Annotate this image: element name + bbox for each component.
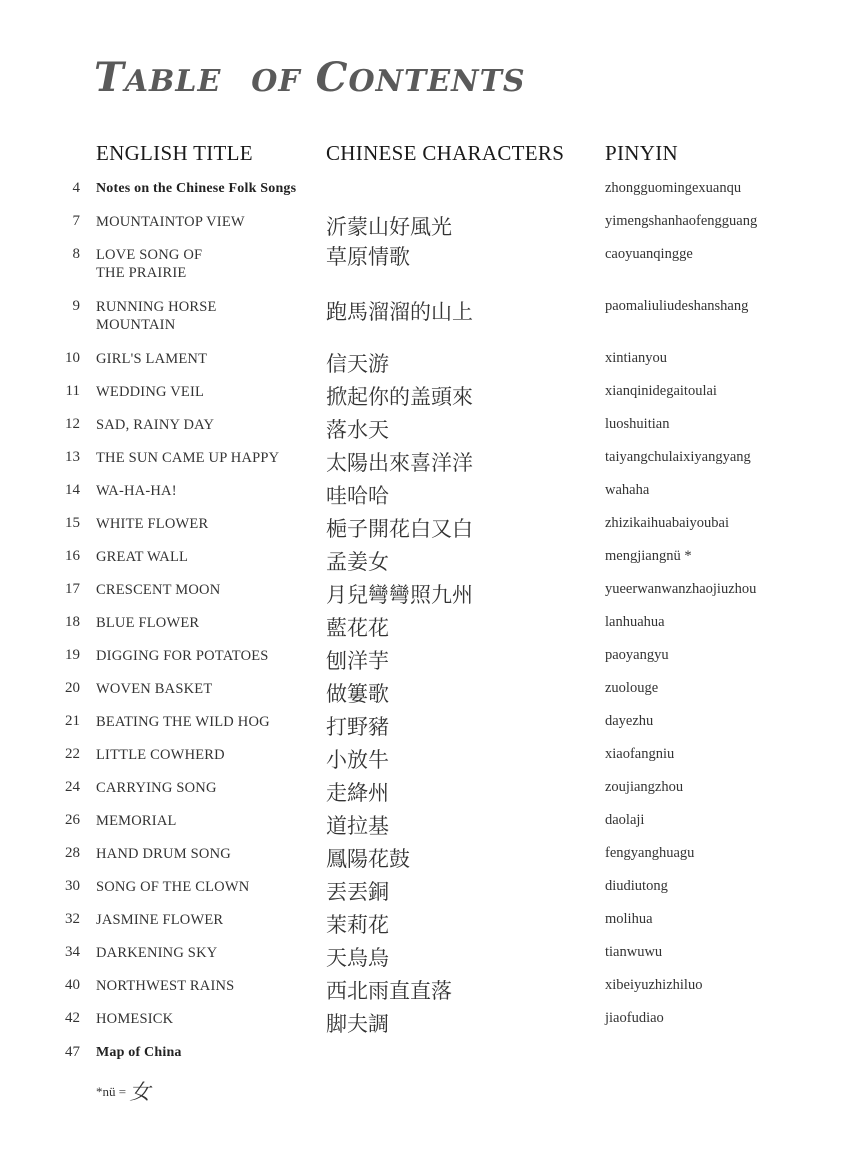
pinyin-title: mengjiangnü * (605, 548, 692, 564)
english-title: LOVE SONG OF (96, 247, 203, 263)
chinese-title: 跑馬溜溜的山上 (326, 300, 473, 324)
page-number: 14 (65, 482, 80, 498)
english-title: WA-HA-HA! (96, 483, 177, 499)
chinese-title: 草原情歌 (326, 245, 410, 269)
page-number: 17 (65, 581, 80, 597)
english-title: Notes on the Chinese Folk Songs (96, 181, 297, 196)
english-title: MOUNTAINTOP VIEW (96, 214, 245, 230)
footnote-text: *nü = (96, 1084, 130, 1099)
page-number: 15 (65, 515, 80, 531)
chinese-title: 藍花花 (326, 616, 389, 640)
english-title: BLUE FLOWER (96, 615, 200, 631)
pinyin-title: zhongguomingexuanqu (605, 180, 742, 196)
page-number: 16 (65, 548, 80, 564)
english-title: CARRYING SONG (96, 780, 217, 796)
chinese-title: 丟丟銅 (326, 880, 389, 904)
page-number: 18 (65, 614, 80, 630)
pinyin-title: xintianyou (605, 350, 668, 366)
page-number: 26 (65, 812, 80, 828)
chinese-title: 走絳州 (326, 781, 389, 805)
chinese-title: 道拉基 (326, 814, 389, 838)
english-title: GREAT WALL (96, 549, 189, 565)
pinyin-title: paoyangyu (605, 647, 669, 663)
page-number: 32 (65, 911, 80, 927)
page-number: 11 (65, 383, 80, 399)
english-title: WEDDING VEIL (96, 384, 205, 400)
chinese-title: 太陽出來喜洋洋 (326, 451, 473, 475)
page-number: 47 (65, 1044, 80, 1060)
page-number: 22 (65, 746, 80, 762)
pinyin-title: xianqinidegaitoulai (605, 383, 717, 399)
footnote (96, 1076, 150, 1106)
chinese-title: 茉莉花 (326, 913, 389, 937)
page-number: 20 (65, 680, 80, 696)
pinyin-title: paomaliuliudeshanshang (605, 298, 749, 314)
english-title: GIRL'S LAMENT (96, 351, 208, 367)
page-number: 24 (65, 779, 80, 795)
page-title (94, 54, 526, 101)
page-number: 8 (72, 246, 80, 262)
page-number: 19 (65, 647, 80, 663)
title-letter: T (94, 54, 125, 101)
page-number: 9 (72, 298, 80, 314)
page-number: 10 (65, 350, 80, 366)
pinyin-title: zhizikaihuabaiyoubai (605, 515, 730, 531)
english-title: LITTLE COWHERD (96, 747, 225, 763)
pinyin-title: taiyangchulaixiyangyang (605, 449, 751, 465)
pinyin-title: tianwuwu (605, 944, 663, 960)
chinese-title: 刨洋芋 (326, 649, 389, 673)
title-letter: C (315, 54, 349, 101)
page-number: 21 (65, 713, 80, 729)
chinese-title: 打野豬 (326, 715, 389, 739)
chinese-title: 梔子開花白又白 (326, 517, 473, 541)
pinyin-title: xiaofangniu (605, 746, 675, 762)
pinyin-title: dayezhu (605, 713, 654, 729)
pinyin-title: jiaofudiao (605, 1010, 664, 1026)
page-number: 28 (65, 845, 80, 861)
pinyin-title: lanhuahua (605, 614, 665, 630)
header-english-title: ENGLISH TITLE (96, 141, 253, 165)
page-number: 13 (65, 449, 80, 465)
english-title: THE SUN CAME UP HAPPY (96, 450, 280, 466)
title-word-of: OF (251, 64, 301, 99)
chinese-title: 天烏烏 (326, 946, 389, 970)
page-number: 42 (65, 1010, 80, 1026)
pinyin-title: yimengshanhaofengguang (605, 213, 758, 229)
footnote-character: 女 (129, 1080, 151, 1104)
chinese-title: 沂蒙山好風光 (326, 215, 452, 239)
page-number: 34 (65, 944, 80, 960)
english-title-line2: MOUNTAIN (96, 317, 176, 333)
page-number: 4 (72, 180, 80, 196)
chinese-title: 做簍歌 (326, 682, 389, 706)
pinyin-title: luoshuitian (605, 416, 670, 432)
header-chinese-characters: CHINESE CHARACTERS (326, 141, 565, 165)
page-number: 12 (65, 416, 80, 432)
chinese-title: 落水天 (326, 418, 389, 442)
pinyin-title: diudiutong (605, 878, 668, 894)
chinese-title: 掀起你的盖頭來 (326, 385, 473, 409)
pinyin-title: xibeiyuzhizhiluo (605, 977, 703, 993)
chinese-title: 哇哈哈 (326, 484, 389, 508)
pinyin-title: wahaha (605, 482, 650, 498)
pinyin-title: zuolouge (605, 680, 659, 696)
english-title: MEMORIAL (96, 813, 177, 829)
english-title: SONG OF THE CLOWN (96, 879, 250, 895)
english-title: SAD, RAINY DAY (96, 417, 215, 433)
english-title: BEATING THE WILD HOG (96, 714, 270, 730)
english-title: JASMINE FLOWER (96, 912, 224, 928)
english-title: CRESCENT MOON (96, 582, 221, 598)
english-title: DARKENING SKY (96, 945, 218, 961)
title-word-table: ABLE (124, 64, 222, 99)
pinyin-title: molihua (605, 911, 653, 927)
page-number: 7 (72, 213, 80, 229)
chinese-title: 鳳陽花鼓 (326, 847, 410, 871)
english-title: WOVEN BASKET (96, 681, 213, 697)
page-number: 40 (65, 977, 80, 993)
english-title: RUNNING HORSE (96, 299, 217, 315)
english-title: WHITE FLOWER (96, 516, 209, 532)
chinese-title: 西北雨直直落 (326, 979, 452, 1003)
chinese-title: 月兒彎彎照九州 (326, 583, 473, 607)
title-word-contents: ONTENTS (348, 64, 526, 99)
pinyin-title: caoyuanqingge (605, 246, 693, 262)
page-number: 30 (65, 878, 80, 894)
chinese-title: 孟姜女 (326, 550, 389, 574)
english-title: HOMESICK (96, 1011, 174, 1027)
pinyin-title: yueerwanwanzhaojiuzhou (605, 581, 757, 597)
pinyin-title: fengyanghuagu (605, 845, 695, 861)
chinese-title: 小放牛 (326, 748, 389, 772)
english-title: Map of China (96, 1045, 182, 1060)
english-title: NORTHWEST RAINS (96, 978, 235, 994)
pinyin-title: zoujiangzhou (605, 779, 684, 795)
header-pinyin: PINYIN (605, 141, 678, 165)
chinese-title: 信天游 (326, 352, 389, 376)
english-title: HAND DRUM SONG (96, 846, 231, 862)
pinyin-title: daolaji (605, 812, 645, 828)
english-title-line2: THE PRAIRIE (96, 265, 187, 281)
chinese-title: 脚夫調 (326, 1012, 389, 1036)
english-title: DIGGING FOR POTATOES (96, 648, 269, 664)
